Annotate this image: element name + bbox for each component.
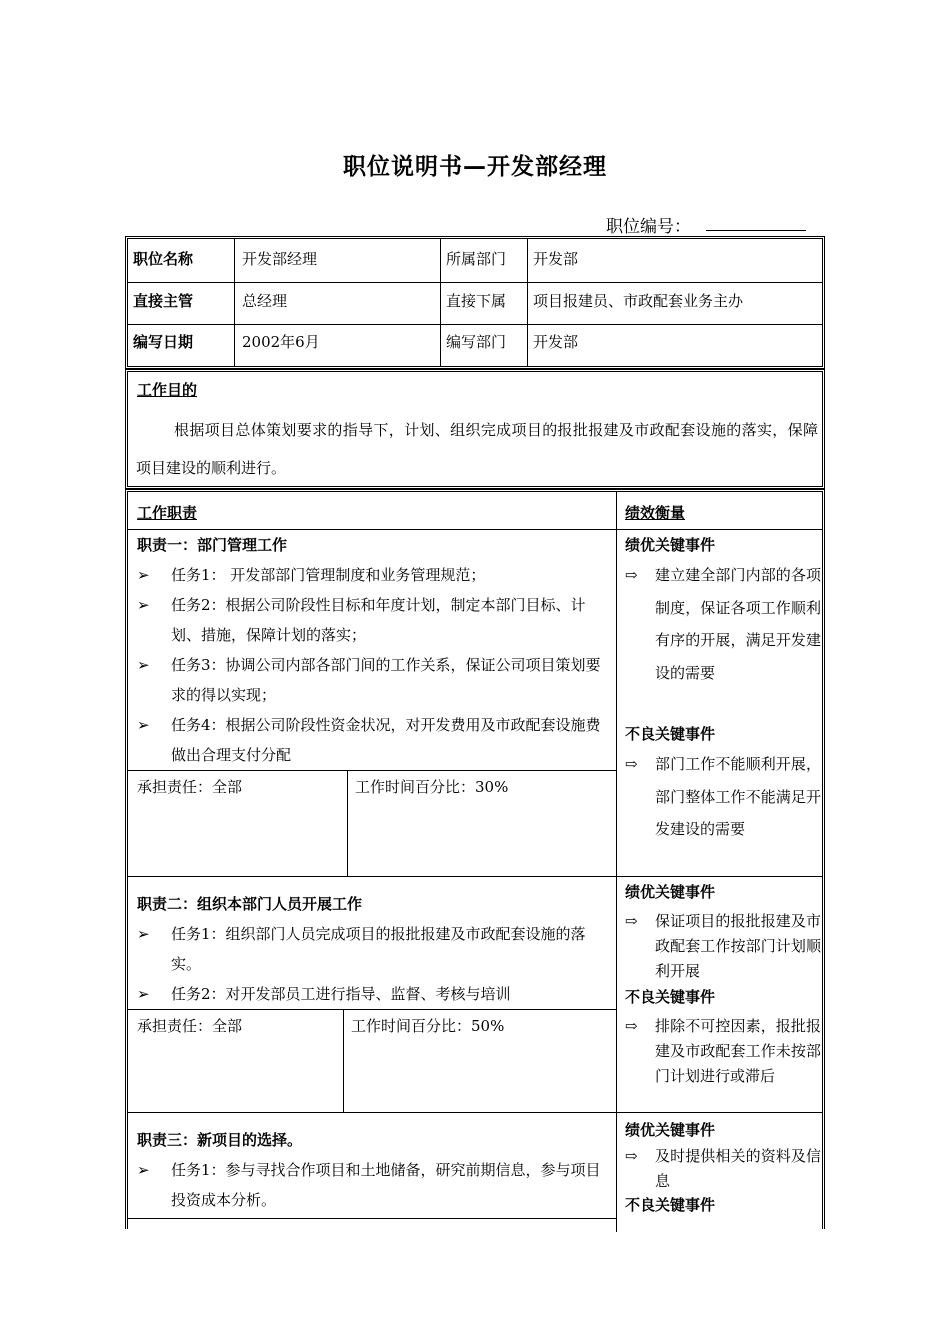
duty-1-task-2: ➢ 任务2：根据公司阶段性目标和年度计划，制定本部门目标、计划、措施，保障计划的落实；	[137, 590, 615, 650]
outline-arrow-icon: ⇨	[625, 1017, 638, 1035]
department-value: 开发部	[533, 250, 579, 268]
date-label: 编写日期	[133, 333, 194, 351]
outline-arrow-icon: ⇨	[625, 1147, 638, 1165]
outline-arrow-icon: ⇨	[625, 912, 638, 930]
duty-2-good-event: ⇨ 保证项目的报批报建及市政配套工作按部门计划顺利开展	[625, 909, 821, 984]
arrowhead-bullet-icon: ➢	[137, 716, 150, 734]
subordinates-value: 项目报建员、市政配套业务主办	[533, 292, 744, 310]
arrowhead-bullet-icon: ➢	[137, 656, 150, 674]
date-value: 2002年6月	[242, 333, 320, 351]
duty-1-bad-label: 不良关键事件	[625, 725, 716, 743]
position-name-value: 开发部经理	[242, 250, 318, 268]
document-title: 职位说明书—开发部经理	[343, 154, 607, 180]
duty-2-task-1: ➢ 任务1：组织部门人员完成项目的报批报建及市政配套设施的落实。	[137, 919, 615, 979]
duty-1-bad-event: ⇨ 部门工作不能顺利开展，部门整体工作不能满足开发建设的需要	[625, 748, 821, 846]
objective-text: 根据项目总体策划要求的指导下，计划、组织完成项目的报批报建及市政配套设施的落实，保障项目建设的顺利进行。	[136, 421, 818, 477]
duty-1-task-4: ➢ 任务4：根据公司阶段性资金状况，对开发费用及市政配套设施费做出合理支付分配	[137, 710, 615, 770]
duty-1-title: 职责一：部门管理工作	[137, 536, 288, 554]
supervisor-label: 直接主管	[133, 292, 194, 310]
duty-2-good-label: 绩优关键事件	[625, 883, 716, 901]
duty-1-task-1: ➢ 任务1： 开发部部门管理制度和业务管理规范；	[137, 560, 615, 590]
duty-3-good-event: ⇨ 及时提供相关的资料及信息	[625, 1144, 821, 1194]
subordinates-label: 直接下属	[446, 292, 507, 310]
duty-1-time-percent: 工作时间百分比：30%	[355, 778, 509, 796]
position-number-label: 职位编号：	[606, 217, 691, 237]
duty-1-good-event: ⇨ 建立建全部门内部的各项制度，保证各项工作顺利有序的开展，满足开发建设的需要	[625, 559, 821, 689]
objective-heading: 工作目的	[137, 381, 198, 399]
department-label: 所属部门	[446, 250, 507, 268]
position-name-label: 职位名称	[133, 250, 194, 268]
duty-2-bad-label: 不良关键事件	[625, 988, 716, 1006]
author-dept-label: 编写部门	[446, 333, 507, 351]
duty-2-responsibility: 承担责任：全部	[137, 1017, 243, 1035]
outline-arrow-icon: ⇨	[625, 755, 638, 773]
duty-1-responsibility: 承担责任：全部	[137, 778, 243, 796]
duty-1-task-3: ➢ 任务3：协调公司内部各部门间的工作关系，保证公司项目策划要求的得以实现；	[137, 650, 615, 710]
duty-2-bad-event: ⇨ 排除不可控因素，报批报建及市政配套工作未按部门计划进行或滞后	[625, 1014, 821, 1089]
author-dept-value: 开发部	[533, 333, 579, 351]
supervisor-value: 总经理	[242, 292, 288, 310]
duties-table	[125, 489, 825, 1229]
duty-3-title: 职责三：新项目的选择。	[137, 1131, 303, 1149]
duties-header: 工作职责	[137, 504, 198, 522]
arrowhead-bullet-icon: ➢	[137, 985, 150, 1003]
objective-section	[125, 369, 825, 489]
outline-arrow-icon: ⇨	[625, 566, 638, 584]
duty-1-good-label: 绩优关键事件	[625, 536, 716, 554]
arrowhead-bullet-icon: ➢	[137, 596, 150, 614]
duty-2-title: 职责二：组织本部门人员开展工作	[137, 895, 363, 913]
position-number-blank	[706, 230, 806, 231]
duty-2-time-percent: 工作时间百分比：50%	[351, 1017, 505, 1035]
info-table	[125, 236, 825, 369]
duty-3-good-label: 绩优关键事件	[625, 1121, 716, 1139]
performance-header: 绩效衡量	[625, 504, 686, 522]
duty-2-task-2: ➢ 任务2：对开发部员工进行指导、监督、考核与培训	[137, 979, 615, 1009]
duty-3-bad-label: 不良关键事件	[625, 1196, 716, 1214]
arrowhead-bullet-icon: ➢	[137, 925, 150, 943]
arrowhead-bullet-icon: ➢	[137, 1161, 150, 1179]
arrowhead-bullet-icon: ➢	[137, 566, 150, 584]
duty-3-task-1: ➢ 任务1：参与寻找合作项目和土地储备，研究前期信息，参与项目投资成本分析。	[137, 1155, 615, 1215]
